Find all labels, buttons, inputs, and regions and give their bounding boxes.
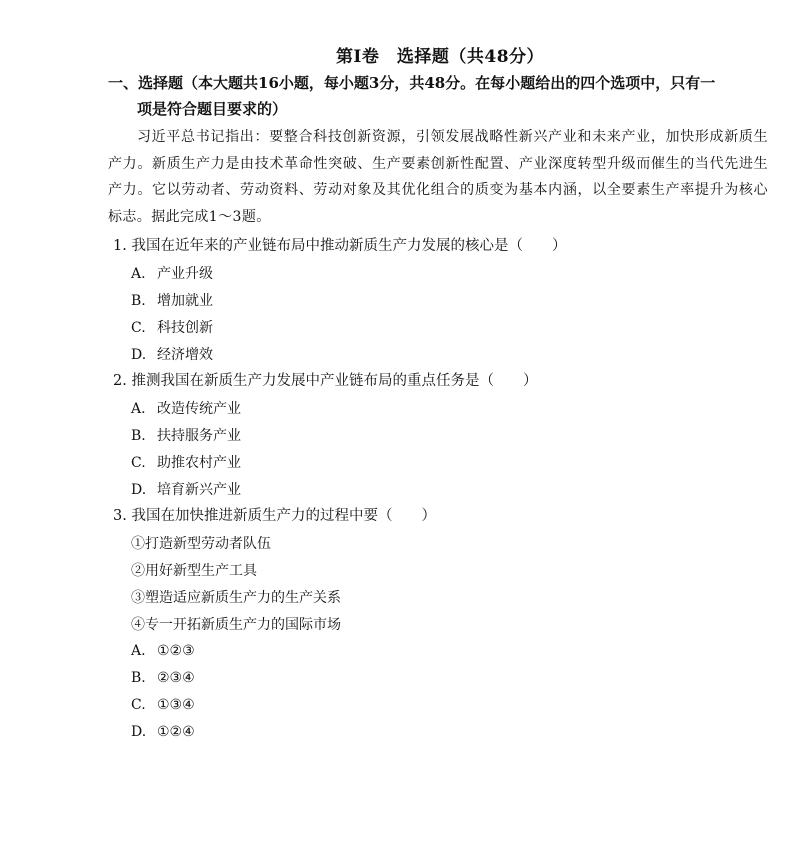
option-text: 产业升级 [157, 266, 213, 282]
option-text: ①②③ [157, 643, 195, 659]
question-1-stem: 1. 我国在近年来的产业链布局中推动新质生产力发展的核心是（ ） [113, 238, 567, 254]
option-text: ②③④ [157, 670, 195, 686]
question-2-stem: 2. 推测我国在新质生产力发展中产业链布局的重点任务是（ ） [113, 373, 538, 389]
option-letter: B. [131, 670, 146, 686]
question-3-stem: 3. 我国在加快推进新质生产力的过程中要（ ） [113, 508, 436, 524]
option-letter: D. [131, 347, 147, 363]
q3-option-b[interactable] [131, 667, 195, 689]
option-letter: D. [131, 724, 147, 740]
option-text: 科技创新 [157, 320, 213, 336]
option-text: 培育新兴产业 [157, 482, 241, 498]
option-letter: A. [131, 643, 146, 659]
option-letter: B. [131, 428, 146, 444]
section-heading [108, 70, 768, 122]
option-letter: A. [131, 266, 146, 282]
option-letter: B. [131, 293, 146, 309]
q3-statement-3: ③塑造适应新质生产力的生产关系 [131, 590, 341, 606]
q3-statement-2: ②用好新型生产工具 [131, 563, 257, 579]
option-letter: A. [131, 401, 146, 417]
option-text: ①③④ [157, 697, 195, 713]
option-letter: D. [131, 482, 147, 498]
q3-statement-1: ①打造新型劳动者队伍 [131, 536, 271, 552]
q1-option-b[interactable] [131, 290, 213, 312]
q2-option-d[interactable] [131, 479, 241, 501]
option-text: 增加就业 [157, 293, 213, 309]
option-text: ①②④ [157, 724, 195, 740]
section-heading-line2: 项是符合题目要求的） [137, 100, 288, 118]
option-text: 助推农村产业 [157, 455, 241, 471]
option-text: 扶持服务产业 [157, 428, 241, 444]
page-title: 第Ⅰ卷 选择题（共48分） [335, 47, 545, 67]
q3-option-a[interactable] [131, 640, 195, 662]
option-letter: C. [131, 697, 146, 713]
q3-option-c[interactable] [131, 694, 195, 716]
q3-option-d[interactable] [131, 721, 195, 743]
section-heading-line1: 一、选择题（本大题共16小题，每小题3分，共48分。在每小题给出的四个选项中，只有一 [108, 74, 716, 92]
option-letter: C. [131, 455, 146, 471]
q1-option-c[interactable] [131, 317, 213, 339]
q1-option-a[interactable] [131, 263, 213, 285]
q1-option-d[interactable] [131, 344, 213, 366]
q3-statement-4: ④专一开拓新质生产力的国际市场 [131, 617, 341, 633]
q2-option-a[interactable] [131, 398, 241, 420]
q2-option-b[interactable] [131, 425, 241, 447]
option-letter: C. [131, 320, 146, 336]
option-text: 改造传统产业 [157, 401, 241, 417]
q2-option-c[interactable] [131, 452, 241, 474]
reading-material: 习近平总书记指出：要整合科技创新资源，引领发展战略性新兴产业和未来产业，加快形成新质生产力。新质生产力是由技术革命性突破、生产要素创新性配置、产业深度转型升级而催生的当代先进生产力。它以劳动者、劳动资料、劳动对象及其优化组合的质变为基本内涵，以全要素生产率提升为核心标志。据此完成1～3题。 [108, 129, 768, 225]
option-text: 经济增效 [157, 347, 213, 363]
